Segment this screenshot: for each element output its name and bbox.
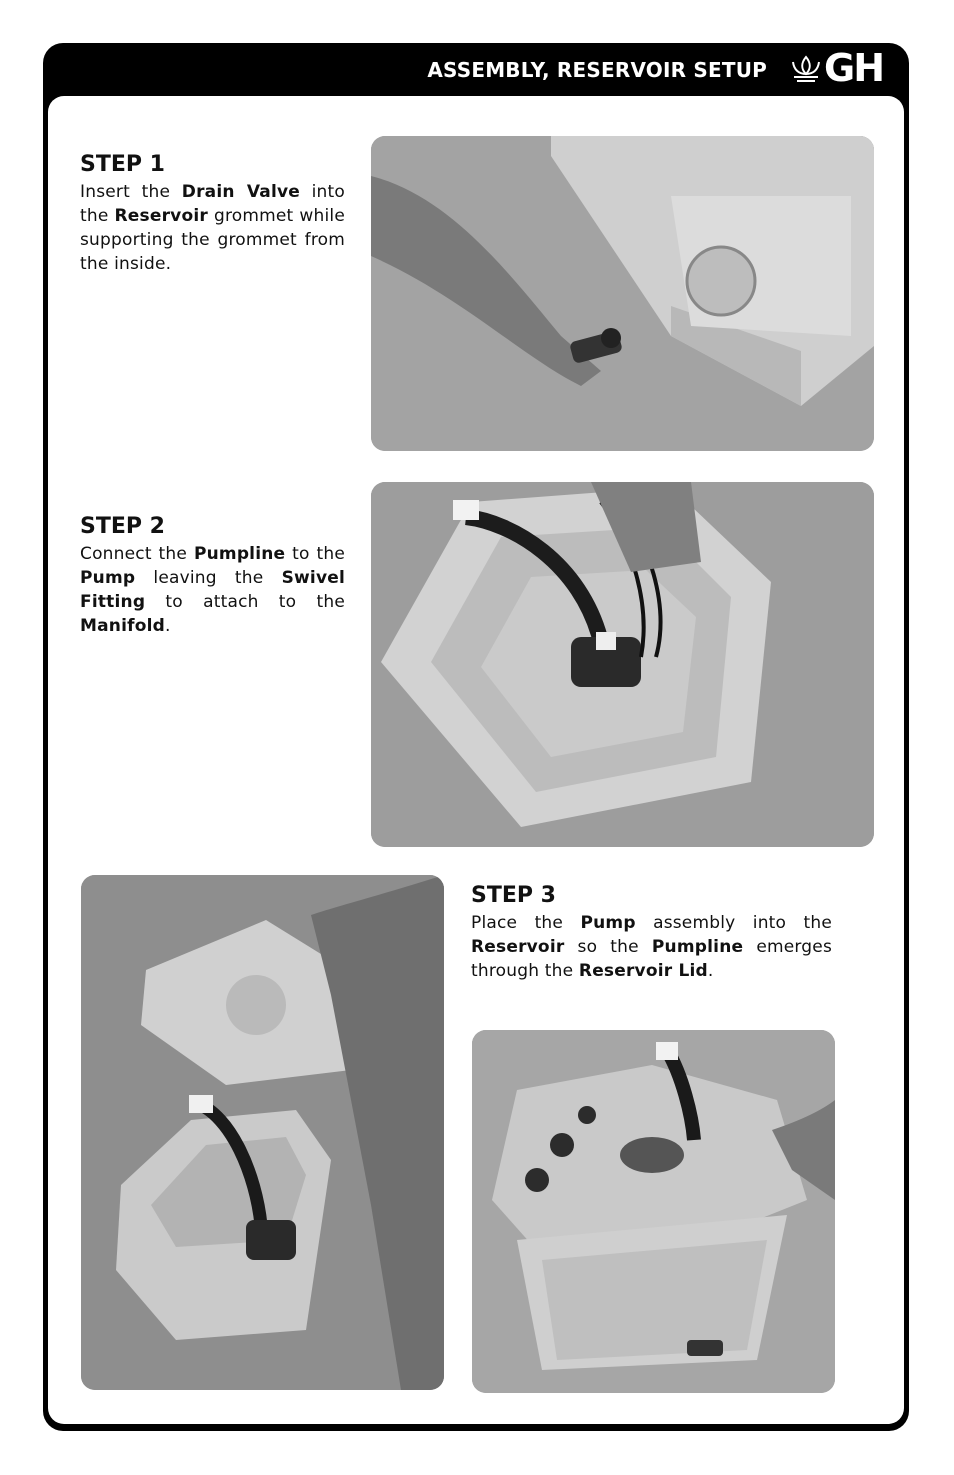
- bold-term: Pump: [80, 568, 136, 588]
- text-run: into the: [80, 182, 346, 226]
- step-1: [80, 152, 345, 276]
- step-3-text: [471, 911, 832, 983]
- gh-logo: [790, 46, 890, 90]
- bold-term: Manifold: [80, 616, 165, 636]
- step-2-photo: [371, 482, 874, 847]
- step-2-heading: STEP 2: [80, 514, 165, 539]
- step-1-text: [80, 180, 345, 276]
- step-1-photo: [371, 136, 874, 451]
- text-run: to the: [285, 544, 345, 564]
- bold-term: Reservoir: [114, 206, 208, 226]
- bold-term: Reservoir Lid: [578, 961, 708, 981]
- bold-term: Pump: [580, 913, 636, 933]
- text-run: so the: [564, 937, 652, 957]
- step-3-heading: STEP 3: [471, 883, 556, 908]
- bold-term: Pumpline: [651, 937, 744, 957]
- text-run: to attach to the: [145, 592, 345, 612]
- text-run: Connect the: [80, 544, 194, 564]
- text-run: Insert the: [80, 182, 182, 202]
- text-run: assembly into the: [635, 913, 833, 933]
- text-run: Place the: [471, 913, 581, 933]
- lotus-icon: [790, 54, 822, 84]
- step-3-photo-left: [81, 875, 444, 1390]
- bold-term: Swivel Fitting: [80, 568, 345, 612]
- step-3-photo-right: [472, 1030, 835, 1393]
- bold-term: Drain Valve: [181, 182, 300, 202]
- logo-text: GH: [824, 46, 883, 90]
- step-2-text: [80, 542, 345, 638]
- step-3: [471, 883, 832, 983]
- bold-term: Pumpline: [193, 544, 286, 564]
- text-run: .: [707, 961, 714, 981]
- step-1-heading: STEP 1: [80, 152, 165, 177]
- text-run: grommet while supporting the grommet from the inside.: [80, 206, 345, 274]
- bold-term: Reservoir: [471, 937, 565, 957]
- text-run: emerges through the: [471, 937, 833, 981]
- text-run: .: [165, 616, 171, 636]
- step-2: [80, 514, 345, 638]
- text-run: leaving the: [135, 568, 282, 588]
- section-title: ASSEMBLY, RESERVOIR SETUP: [427, 58, 767, 82]
